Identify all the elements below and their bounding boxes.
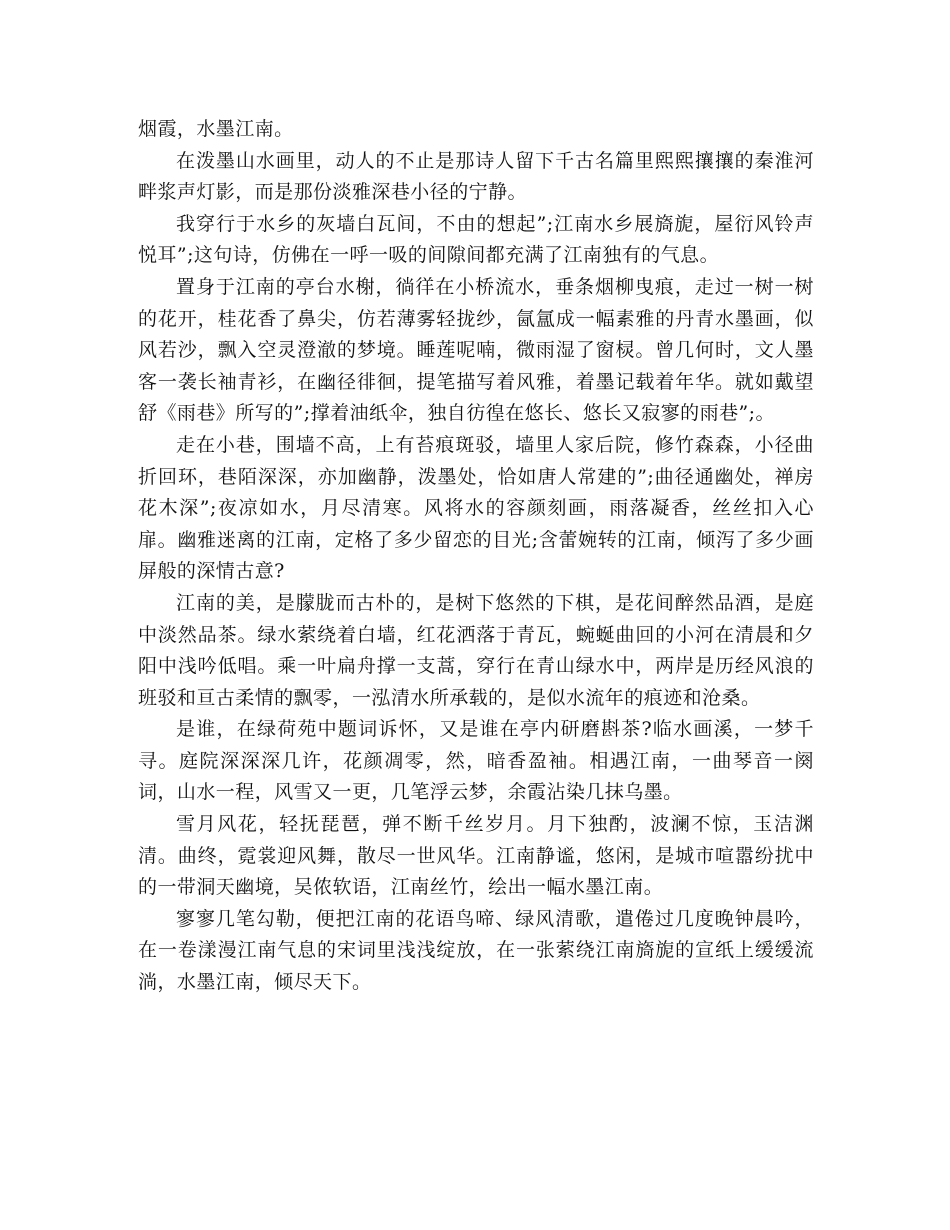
paragraph: 寥寥几笔勾勒，便把江南的花语鸟啼、绿风清歌，遣倦过几度晚钟晨吟，在一卷漾漫江南气息的宋词里浅浅绽放，在一张萦绕江南旖旎的宣纸上缓缓流淌，水墨江南，倾尽天下。 bbox=[138, 907, 814, 994]
paragraph: 雪月风花，轻抚琵琶，弹不断千丝岁月。月下独酌，波澜不惊，玉洁渊清。曲终，霓裳迎风舞，散尽一世风华。江南静谧，悠闲，是城市喧嚣纷扰中的一带洞天幽境，吴侬软语，江南丝竹，绘出一幅水墨江南。 bbox=[138, 813, 814, 899]
paragraph: 是谁，在绿荷苑中题词诉怀，又是谁在亭内研磨斟茶?临水画溪，一梦千寻。庭院深深深几许，花颜凋零，然，暗香盈袖。相遇江南，一曲琴音一阕词，山水一程，风雪又一更，几笔浮云梦，余霞沾染几抹乌墨。 bbox=[138, 718, 814, 804]
paragraph: 置身于江南的亭台水榭，徜徉在小桥流水，垂条烟柳曳痕，走过一树一树的花开，桂花香了鼻尖，仿若薄雾轻拢纱，氤氲成一幅素雅的丹青水墨画，似风若沙，飘入空灵澄澈的梦境。睡莲呢喃，微雨湿了窗棂。曾几何时，文人墨客一袭长袖青衫，在幽径徘徊，提笔描写着风雅，着墨记载着年华。就如戴望舒《雨巷》所写的”;撑着油纸伞，独自彷徨在悠长、悠长又寂寥的雨巷”;。 bbox=[138, 275, 814, 425]
article-body bbox=[138, 114, 814, 999]
paragraph-continuation: 烟霞，水墨江南。 bbox=[138, 118, 294, 140]
paragraph: 江南的美，是朦胧而古朴的，是树下悠然的下棋，是花间醉然品酒，是庭中淡然品茶。绿水萦绕着白墙，红花洒落于青瓦，蜿蜒曲回的小河在清晨和夕阳中浅吟低唱。乘一叶扁舟撑一支蒿，穿行在青山绿水中，两岸是历经风浪的班驳和亘古柔情的飘零，一泓清水所承载的，是似水流年的痕迹和沧桑。 bbox=[138, 591, 814, 709]
paragraph: 我穿行于水乡的灰墙白瓦间，不由的想起”;江南水乡展旖旎，屋衍风铃声悦耳”;这句诗，仿佛在一呼一吸的间隙间都充满了江南独有的气息。 bbox=[138, 212, 814, 267]
paragraph: 走在小巷，围墙不高，上有苔痕斑驳，墙里人家后院，修竹森森，小径曲折回环，巷陌深深，亦加幽静，泼墨处，恰如唐人常建的”;曲径通幽处，禅房花木深”;夜凉如水，月尽清寒。风将水的容颜刻画，雨落凝香，丝丝扣入心扉。幽雅迷离的江南，定格了多少留恋的目光;含蕾婉转的江南，倾泻了多少画屏般的深情古意? bbox=[138, 433, 814, 583]
paragraph: 在泼墨山水画里，动人的不止是那诗人留下千古名篇里熙熙攘攘的秦淮河畔浆声灯影，而是那份淡雅深巷小径的宁静。 bbox=[138, 149, 814, 204]
